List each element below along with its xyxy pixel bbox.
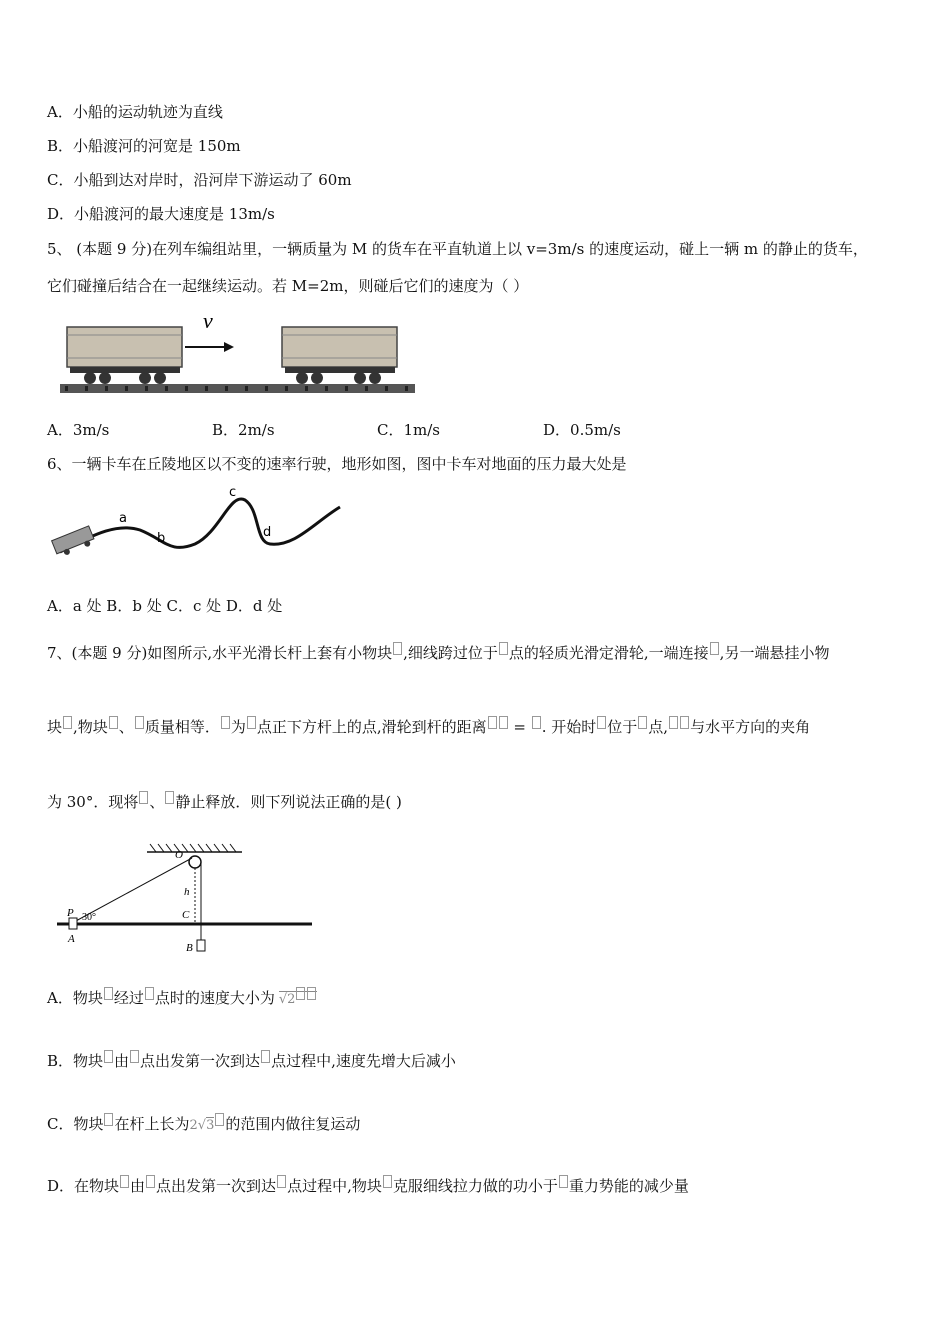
sqrt-expression: 2√3 — [190, 1118, 226, 1133]
label-angle: 30° — [82, 912, 96, 923]
missing-glyph-box — [63, 716, 72, 729]
missing-glyph-box — [135, 716, 144, 729]
velocity-label: v — [203, 310, 213, 333]
label-c: C — [182, 909, 190, 921]
q7-stem-line2: 块 ,物块 、 质量相等． 为 点正下方杆上的点,滑轮到杆的距离 = . 开始时 位于 点, 与水平方向的夹角 — [47, 718, 811, 736]
point-a-label: a — [119, 511, 127, 526]
q4-option-a: A．小船的运动轨迹为直线 — [47, 103, 223, 121]
label-p: P — [67, 907, 74, 919]
point-b-label: b — [157, 531, 166, 546]
block-b — [197, 940, 205, 951]
missing-glyph-box — [277, 1175, 286, 1188]
q5-option-a: A．3m/s — [47, 421, 110, 439]
missing-glyph-box — [104, 987, 113, 1000]
q5-option-d: D．0.5m/s — [543, 421, 621, 439]
point-d-label: d — [263, 525, 272, 540]
q7-stem-line3: 为 30°．现将 、 静止释放．则下列说法正确的是( ) — [47, 793, 402, 811]
q5-option-b: B．2m/s — [212, 421, 275, 439]
point-c-label: c — [229, 485, 237, 500]
q7-pulley-figure — [52, 840, 322, 955]
missing-glyph-box — [104, 1050, 113, 1063]
missing-glyph-box — [669, 716, 678, 729]
label-b: B — [186, 942, 193, 954]
missing-glyph-box — [215, 1113, 224, 1126]
q6-stem: 6、一辆卡车在丘陵地区以不变的速率行驶，地形如图，图中卡车对地面的压力最大处是 — [47, 455, 627, 473]
missing-glyph-box — [488, 716, 497, 729]
q6-hill-terrain-figure — [45, 482, 355, 577]
q4-option-b: B．小船渡河的河宽是 150m — [47, 137, 241, 155]
q7-stem-line1: 7、(本题 9 分)如图所示,水平光滑长杆上套有小物块 ,细线跨过位于 点的轻质光滑定滑轮,一端连接 ,另一端悬挂小物 — [47, 644, 830, 662]
missing-glyph-box — [307, 987, 316, 1000]
q7-option-b: B．物块 由 点出发第一次到达 点过程中,速度先增大后减小 — [47, 1052, 456, 1070]
q4-option-c: C．小船到达对岸时，沿河岸下游运动了 60m — [47, 171, 352, 189]
missing-glyph-box — [139, 791, 148, 804]
q4-option-d: D．小船渡河的最大速度是 13m/s — [47, 205, 275, 223]
block-p — [69, 918, 77, 929]
missing-glyph-box — [597, 716, 606, 729]
q7-option-c: C．物块 在杆上长为2√3 的范围内做往复运动 — [47, 1115, 361, 1133]
missing-glyph-box — [130, 1050, 139, 1063]
label-a: A — [68, 933, 75, 945]
missing-glyph-box — [499, 716, 508, 729]
stationary-freight-car — [282, 327, 397, 384]
missing-glyph-box — [559, 1175, 568, 1188]
missing-glyph-box — [532, 716, 541, 729]
q6-options: A．a 处 B．b 处 C．c 处 D．d 处 — [47, 597, 283, 615]
q5-stem-line1: 5、 (本题 9 分)在列车编组站里，一辆质量为 M 的货车在平直轨道上以 v=3m/s 的速度运动，碰上一辆 m 的静止的货车， — [47, 240, 868, 258]
missing-glyph-box — [221, 716, 230, 729]
label-o: O — [175, 849, 183, 861]
velocity-arrow — [185, 342, 234, 352]
q5-stem-line2: 它们碰撞后结合在一起继续运动。若 M=2m，则碰后它们的速度为（ ） — [47, 277, 529, 295]
missing-glyph-box — [680, 716, 689, 729]
label-h: h — [184, 886, 190, 898]
pulley — [189, 856, 201, 868]
missing-glyph-box — [109, 716, 118, 729]
missing-glyph-box — [296, 987, 305, 1000]
missing-glyph-box — [247, 716, 256, 729]
missing-glyph-box — [165, 791, 174, 804]
terrain-curve — [60, 499, 340, 552]
missing-glyph-box — [710, 642, 719, 655]
missing-glyph-box — [146, 1175, 155, 1188]
missing-glyph-box — [104, 1113, 113, 1126]
missing-glyph-box — [393, 642, 402, 655]
q7-option-d: D．在物块 由 点出发第一次到达 点过程中,物块 克服细线拉力做的功小于 重力势能的减少量 — [47, 1177, 689, 1195]
q5-option-c: C．1m/s — [377, 421, 440, 439]
q7-option-a: A．物块 经过 点时的速度大小为 √2 — [47, 987, 317, 1010]
missing-glyph-box — [499, 642, 508, 655]
sqrt-expression: √2 — [279, 991, 318, 1007]
missing-glyph-box — [120, 1175, 129, 1188]
truck-icon — [52, 526, 96, 559]
missing-glyph-box — [261, 1050, 270, 1063]
missing-glyph-box — [383, 1175, 392, 1188]
moving-freight-car — [67, 327, 182, 384]
q5-freight-cars-figure — [60, 310, 420, 400]
missing-glyph-box — [638, 716, 647, 729]
missing-glyph-box — [145, 987, 154, 1000]
track — [60, 384, 415, 393]
